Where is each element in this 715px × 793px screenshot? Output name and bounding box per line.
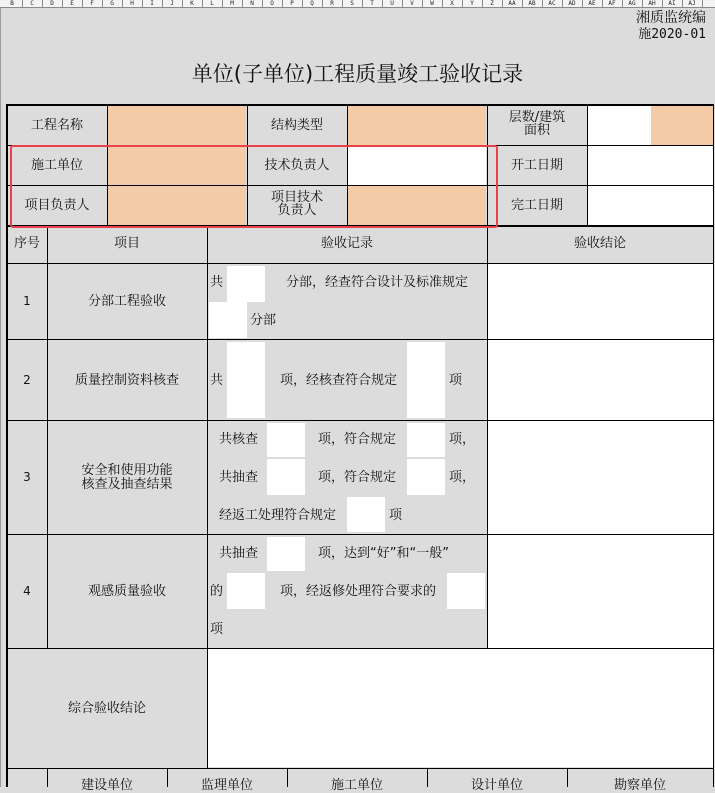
column-header-y[interactable]: Y (462, 0, 483, 7)
column-header-c[interactable]: C (22, 0, 43, 7)
label-start-date: 开工日期 (510, 158, 563, 173)
col-header-record: 验收记录 (320, 236, 373, 251)
row3-rec-a: 共核查 (219, 432, 259, 447)
grid-line (7, 648, 713, 649)
column-header-ad[interactable]: AD (562, 0, 583, 7)
completion-date-value[interactable] (588, 186, 713, 225)
column-header-i[interactable]: I (142, 0, 163, 7)
col-header-no: 序号 (13, 236, 40, 251)
column-header-aj[interactable]: AJ (682, 0, 703, 7)
label-project-name: 工程名称 (30, 118, 83, 133)
project-name-value[interactable] (108, 106, 246, 145)
grid-line (207, 648, 208, 768)
row2-rec-a: 共 (210, 373, 224, 388)
column-header-bar (0, 0, 715, 8)
conclusion-cell-4[interactable] (488, 535, 713, 648)
column-header-p[interactable]: P (282, 0, 303, 7)
label-project-manager: 项目负责人 (24, 198, 90, 213)
label-project-tech-lead: 项目技术 负责人 (270, 190, 323, 218)
column-header-ai[interactable]: AI (662, 0, 683, 7)
row2-no: 2 (23, 373, 31, 387)
r4-good-box[interactable] (227, 573, 265, 609)
column-header-u[interactable]: U (382, 0, 403, 7)
column-header-t[interactable]: T (362, 0, 383, 7)
row3-item: 安全和使用功能 核查及抽查结果 (81, 463, 173, 492)
row4-rec-b: 项，达到“好”和“一般” (318, 546, 449, 561)
doc-code-line2: 施2020-01 (638, 27, 706, 42)
row-header-edge (0, 8, 1, 787)
r3-sample-box-b[interactable] (407, 459, 445, 495)
r4-sample-box[interactable] (267, 537, 305, 571)
row3-rec-g: 经返工处理符合规定 (219, 508, 337, 523)
doc-code-line1: 湘质监统编 (636, 10, 706, 26)
r3-check-box-b[interactable] (407, 423, 445, 457)
sign-contractor: 施工单位 (330, 778, 383, 793)
column-header-h[interactable]: H (122, 0, 143, 7)
grid-line (7, 339, 713, 340)
column-header-o[interactable]: O (262, 0, 283, 7)
column-header-ah[interactable]: AH (642, 0, 663, 7)
row3-rec-e: 项，符合规定 (318, 470, 397, 485)
column-header-e[interactable]: E (62, 0, 83, 7)
row2-rec-c: 项 (449, 373, 463, 388)
row1-rec-a: 共 (210, 275, 224, 290)
row4-rec-d: 项，经返修处理符合要求的 (280, 584, 437, 599)
column-header-s[interactable]: S (342, 0, 363, 7)
table-top-border (7, 105, 713, 106)
r3-sample-box-a[interactable] (267, 459, 305, 495)
column-header-n[interactable]: N (242, 0, 263, 7)
r2-count-box-a[interactable] (227, 342, 265, 418)
floors-area-value-left[interactable] (588, 106, 651, 145)
sign-design: 设计单位 (470, 778, 523, 793)
grid-line (7, 420, 713, 421)
row3-rec-d: 共抽查 (219, 470, 259, 485)
row3-rec-h: 项 (389, 508, 403, 523)
row1-no: 1 (23, 294, 31, 308)
r1-count-box-2[interactable] (209, 302, 247, 338)
col-header-item: 项目 (113, 236, 140, 251)
column-header-x[interactable]: X (442, 0, 463, 7)
row2-item: 质量控制资料核查 (74, 373, 179, 388)
label-construction-unit: 施工单位 (30, 158, 83, 173)
column-header-g[interactable]: G (102, 0, 123, 7)
column-header-q[interactable]: Q (302, 0, 323, 7)
row3-rec-b: 项，符合规定 (318, 432, 397, 447)
selection-highlight (10, 145, 498, 228)
structure-type-value[interactable] (348, 106, 486, 145)
conclusion-cell-3[interactable] (488, 421, 713, 534)
conclusion-cell-1[interactable] (488, 264, 713, 339)
row2-rec-b: 项，经核查符合规定 (280, 373, 398, 388)
row3-no: 3 (23, 470, 31, 484)
sign-supervision: 监理单位 (200, 778, 253, 793)
column-header-f[interactable]: F (82, 0, 103, 7)
row3-rec-c: 项， (449, 432, 476, 447)
row1-rec-c: 分部 (250, 313, 277, 328)
column-header-m[interactable]: M (222, 0, 243, 7)
r3-check-box-a[interactable] (267, 423, 305, 457)
label-completion-date: 完工日期 (510, 198, 563, 213)
column-header-v[interactable]: V (402, 0, 423, 7)
column-header-w[interactable]: W (422, 0, 443, 7)
column-header-k[interactable]: K (182, 0, 203, 7)
sign-construction-owner: 建设单位 (80, 778, 133, 793)
row1-item: 分部工程验收 (87, 294, 166, 309)
start-date-value[interactable] (588, 146, 713, 185)
row1-rec-b: 分部，经查符合设计及标准规定 (286, 275, 469, 290)
conclusion-cell-2[interactable] (488, 340, 713, 420)
column-header-z[interactable]: Z (482, 0, 503, 7)
label-tech-lead: 技术负责人 (264, 158, 330, 173)
r4-repair-box[interactable] (447, 573, 485, 609)
column-header-ab[interactable]: AB (522, 0, 543, 7)
row4-item: 观感质量验收 (87, 584, 166, 599)
floors-area-value-right[interactable] (651, 106, 713, 145)
r3-rework-box[interactable] (347, 497, 385, 532)
grid-line (587, 105, 588, 226)
grid-line (207, 226, 208, 648)
column-header-af[interactable]: AF (602, 0, 623, 7)
column-header-ae[interactable]: AE (582, 0, 603, 7)
row4-rec-a: 共抽查 (219, 546, 259, 561)
sign-survey: 勘察单位 (613, 778, 666, 793)
r1-count-box[interactable] (227, 266, 265, 302)
grid-line (7, 263, 713, 264)
row4-no: 4 (23, 584, 31, 598)
summary-conclusion-value[interactable] (208, 649, 713, 767)
r2-count-box-b[interactable] (407, 342, 445, 418)
grid-line (487, 226, 488, 648)
row3-rec-f: 项， (449, 470, 476, 485)
column-header-l[interactable]: L (202, 0, 223, 7)
column-header-b[interactable]: B (2, 0, 23, 7)
column-header-r[interactable]: R (322, 0, 343, 7)
col-header-conclusion: 验收结论 (573, 236, 626, 251)
row4-rec-e: 项 (210, 622, 224, 637)
summary-label: 综合验收结论 (67, 701, 146, 716)
column-header-ac[interactable]: AC (542, 0, 563, 7)
table-right-border (713, 104, 714, 787)
grid-line (7, 768, 713, 769)
label-floors-area: 层数/建筑 面积 (508, 110, 566, 138)
column-header-d[interactable]: D (42, 0, 63, 7)
label-structure-type: 结构类型 (270, 118, 323, 133)
column-header-ag[interactable]: AG (622, 0, 643, 7)
page-title: 单位(子单位)工程质量竣工验收记录 (191, 62, 524, 86)
column-header-j[interactable]: J (162, 0, 183, 7)
column-header-aa[interactable]: AA (502, 0, 523, 7)
grid-line (7, 534, 713, 535)
row4-rec-c: 的 (210, 584, 224, 599)
